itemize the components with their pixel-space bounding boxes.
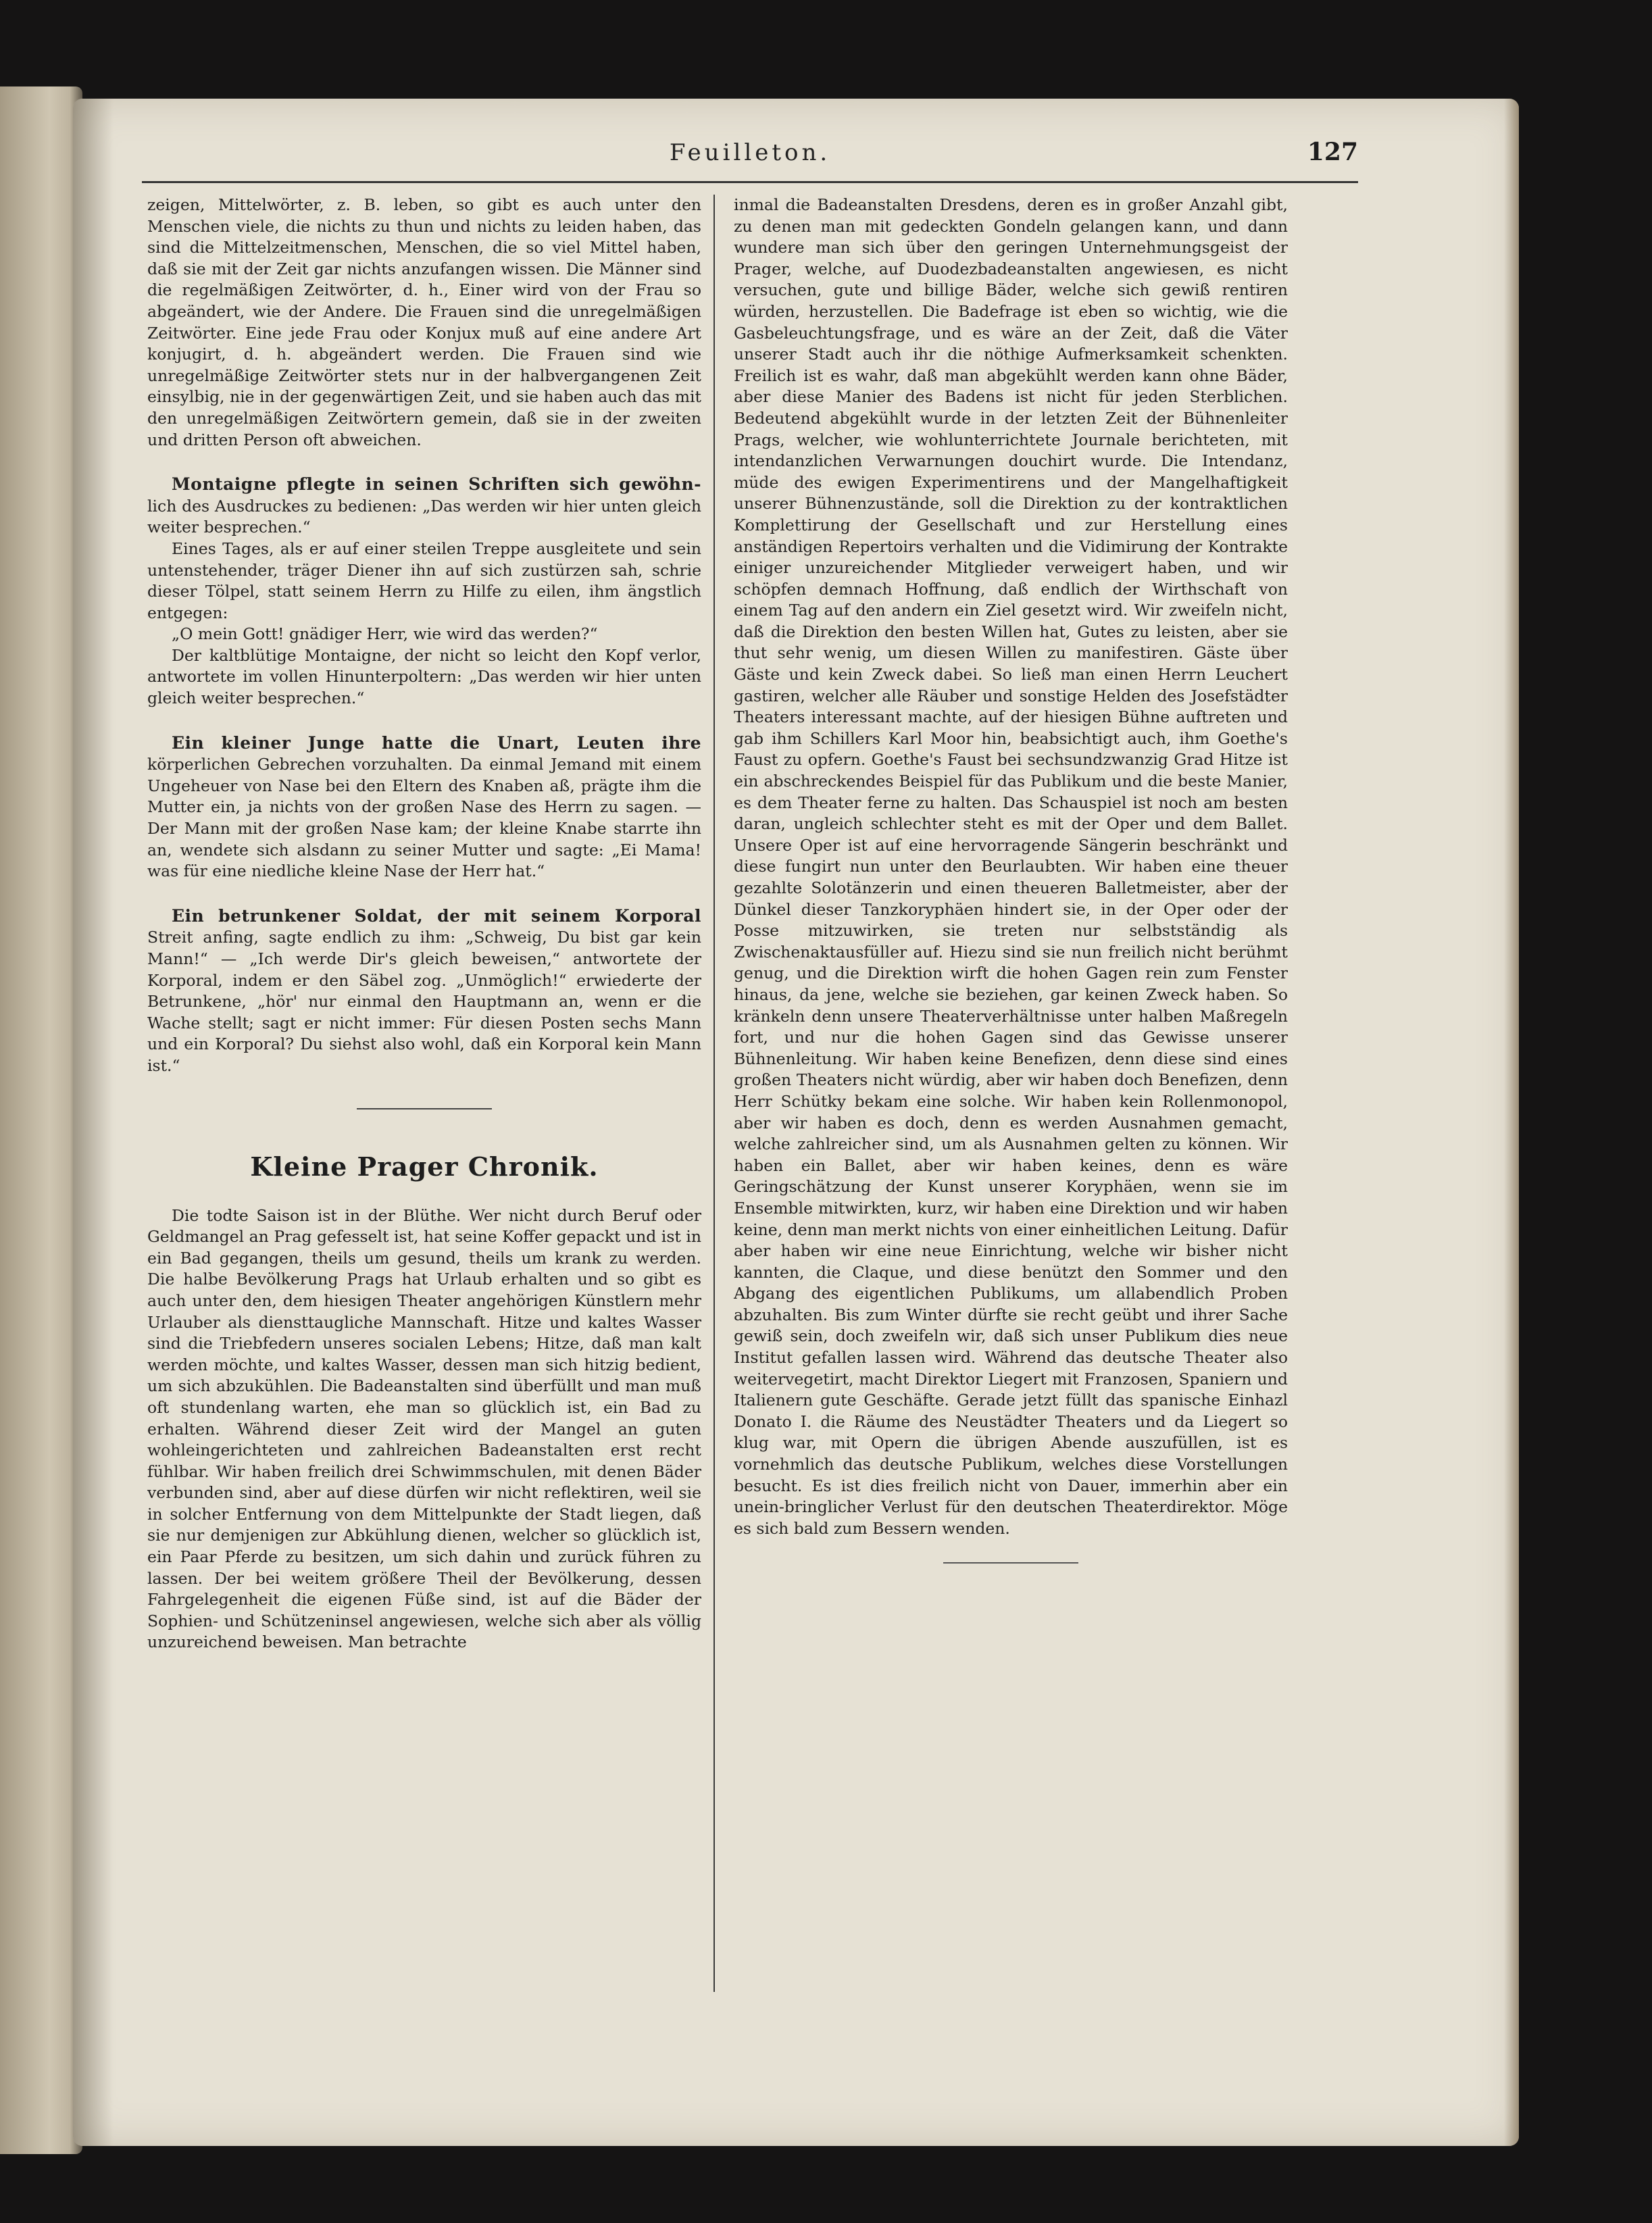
anecdote-paragraph: Eines Tages, als er auf einer steilen Treppe ausgleitete und sein untenstehender, träger Diener ihn auf sich zustürzen sah, schrie dieser Tölpel, statt seinem Herrn zu Hilfe zu eilen, ihm ängstlich entgegen: xyxy=(147,539,701,622)
anecdote-text: körperlichen Gebrechen vorzuhalten. Da einmal Jemand mit einem Ungeheuer von Nase bei den Eltern des Knaben aß, prägte ihm die Mutter ein, ja nichts von der großen Nase des Herrn zu sagen. — Der Mann mit der großen Nase kam; der kleine Knabe starrte ihn an, wendete sich alsdann zu seiner Mutter und sagte: „Ei Mama! was für eine niedliche kleine Nase der Herr hat.“ xyxy=(147,755,701,881)
anecdote-lead: Ein kleiner Junge hatte die Unart, Leuten ihre xyxy=(172,732,701,753)
right-column xyxy=(734,195,1288,1564)
anecdote-junge xyxy=(147,732,701,882)
anecdote-paragraph: Der kaltblütige Montaigne, der nicht so leicht den Kopf verlor, antwortete im vollen Hinunterpoltern: „Das werden wir hier unten gleich weiter besprechen.“ xyxy=(147,645,701,708)
anecdote-paragraph: „O mein Gott! gnädiger Herr, wie wird das werden?“ xyxy=(172,624,598,644)
end-divider xyxy=(943,1562,1078,1564)
anecdote-text: lich des Ausdruckes zu bedienen: „Das werden wir hier unten gleich weiter besprechen.“ xyxy=(147,496,701,537)
anecdote-lead: Ein betrunkener Soldat, der mit seinem Korporal xyxy=(172,905,701,926)
column-divider xyxy=(714,195,715,1992)
running-head-title: Feuilleton. xyxy=(669,139,831,166)
anecdote-soldat xyxy=(147,905,701,1077)
header-rule xyxy=(142,181,1358,183)
page-edge-shadow xyxy=(1504,99,1519,2146)
facing-page-edge xyxy=(0,86,82,2154)
section-divider xyxy=(357,1108,492,1109)
chronicle-paragraph: Die todte Saison ist in der Blüthe. Wer nicht durch Beruf oder Geldmangel an Prag gefesselt ist, hat seine Koffer gepackt und ist in ein Bad gegangen, theils um gesund, theils um krank zu werden. Die halbe Bevölkerung Prags hat Urlaub erhalten und so gibt es auch unter den, dem hiesigen Theater angehörigen Künstlern mehr Urlauber als diensttaugliche Mannschaft. Hitze und kaltes Wasser sind die Triebfedern unseres socialen Lebens; Hitze, daß man kalt werden möchte, und kaltes Wasser, dessen man sich hitzig bedient, um sich abzukühlen. Die Badeanstalten sind überfüllt und man muß oft stundenlang warten, ehe man so glücklich ist, ein Bad zu erhalten. Während dieser Zeit wird der Mangel an guten wohleingerichteten und zahlreichen Badeanstalten erst recht fühlbar. Wir haben freilich drei Schwimmschulen, mit denen Bäder verbunden sind, aber auf diese dürfen wir nicht reflektiren, weil sie in solcher Entfernung von dem Mittelpunkte der Stadt liegen, daß sie nur demjenigen zur Abkühlung dienen, welcher so glücklich ist, ein Paar Pferde zu besitzen, um sich dahin und zurück führen zu lassen. Der bei weitem größere Theil der Bevölkerung, dessen Fahrgelegenheit die eigenen Füße sind, ist auf die Bäder der Sophien- und Schützeninsel angewiesen, welche sich aber als völlig unzureichend beweisen. Man betrachte xyxy=(147,1205,701,1652)
chronicle-heading: Kleine Prager Chronik. xyxy=(250,1151,599,1182)
chronicle-continuation: inmal die Badeanstalten Dresdens, deren es in großer Anzahl gibt, zu denen man mit gedeckten Gondeln gelangen kann, und dann wundere man sich über den geringen Unternehmungsgeist der Prager, welche, auf Duodezbadeanstalten angewiesen, es nicht versuchen, gute und billige Bäder, welche sich gewiß rentiren würden, herzustellen. Die Badefrage ist eben so wichtig, wie die Gasbeleuchtungsfrage, und es wäre an der Zeit, daß die Väter unserer Stadt auch ihr die nöthige Aufmerksamkeit schenkten. Freilich ist es wahr, daß man abgekühlt werden kann ohne Bäder, aber diese Manier des Badens ist nicht für jeden Sterblichen. Bedeutend abgekühlt wurde in der letzten Zeit der Bühnenleiter Prags, welcher, wie wohlunterrichtete Journale berichteten, mit intendanzlichen Verwarnungen douchirt wurde. Die Intendanz, müde des ewigen Experimentirens und der Mangelhaftigkeit unserer Bühnenzustände, soll die Direktion zu der kontraktlichen Komplettirung der Gesellschaft und zur Herstellung eines anständigen Repertoirs verhalten und die Vidimirung der Kontrakte einiger unzureichender Mitglieder verweigert haben, und wir schöpfen demnach Hoffnung, daß endlich der Wirthschaft von einem Tag auf den andern ein Ziel gesetzt wird. Wir zweifeln nicht, daß die Direktion den besten Willen hat, Gutes zu leisten, aber sie thut sehr wenig, um diesen Willen zu manifestiren. Gäste über Gäste und kein Zweck dabei. So ließ man einen Herrn Leuchert gastiren, welcher alle Räuber und sonstige Helden des Josefstädter Theaters interessant machte, auf der hiesigen Bühne auftreten und gab ihm Schillers Karl Moor hin, beabsichtigt auch, ihm Goethe's Faust zu opfern. Goethe's Faust bei sechsundzwanzig Grad Hitze ist ein abschreckendes Beispiel für das Publikum und die beste Manier, es dem Theater ferne zu halten. Das Schauspiel ist noch am besten daran, ungleich schlechter steht es mit der Oper und dem Ballet. Unsere Oper ist auf eine hervorragende Sängerin beschränkt und diese fungirt nun unter den Beurlaubten. Wir haben eine theuer gezahlte Solotänzerin und einen theueren Balletmeister, aber der Dünkel dieser Tanzkoryphäen hindert sie, in der Oper oder der Posse mitzuwirken, sie treten nur selbstständig als Zwischenaktausfüller auf. Hiezu sind sie nun freilich nicht berühmt genug, und die Direktion wirft die hohen Gagen rein zum Fenster hinaus, da jene, welche sie beziehen, gar keinen Zweck haben. So kränkeln denn unsere Theaterverhältnisse unter halben Maßregeln fort, und nur die hohen Gagen sind das Gewisse unserer Bühnenleitung. Wir haben keine Benefizen, denn diese sind eines großen Theaters nicht würdig, aber wir haben doch Benefizen, denn Herr Schütky bekam eine solche. Wir haben kein Rollenmonopol, aber wir haben es doch, denn es werden Ausnahmen gemacht, welche zahlreicher sind, um als Ausnahmen gelten zu können. Wir haben ein Ballet, aber wir haben keines, denn es wäre Geringschätzung der Kunst unserer Koryphäen, wenn sie im Ensemble mitwirkten, kurz, wir haben eine Direktion und wir haben keine, denn man merkt nichts von einer einheitlichen Leitung. Dafür aber haben wir eine neue Einrichtung, welche wir bisher nicht kannten, die Claque, und diese benützt den Sommer und den Abgang des eigentlichen Publikums, um allabendlich Proben abzuhalten. Bis zum Winter dürfte sie recht geübt und ihrer Sache gewiß sein, doch zweifeln wir, daß sich unser Publikum dies neue Institut gefallen lassen wird. Während das deutsche Theater also weitervegetirt, macht Direktor Liegert mit Franzosen, Spaniern und Italienern gute Geschäfte. Gerade jetzt füllt das spanische Einhazl Donato I. die Räume des Neustädter Theaters und da Liegert so klug war, mit Opern die übrigen Abende auszufüllen, ist es vornehmlich das deutsche Publikum, welches diese Vorstellungen besucht. Es ist dies freilich nicht von Dauer, immerhin aber ein unein-bringlicher Verlust für den deutschen Theaterdirektor. Möge es sich bald zum Bessern wenden. xyxy=(734,195,1288,1538)
page-header xyxy=(142,139,1358,180)
left-column xyxy=(147,195,701,1653)
anecdote-text: Streit anfing, sagte endlich zu ihm: „Schweig, Du bist gar kein Mann!“ — „Ich werde Dir's gleich beweisen,“ antwortete der Korporal, indem er den Säbel zog. „Unmöglich!“ erwiederte der Betrunkene, „hör' nur einmal den Hauptmann an, wenn er die Wache stellt; sagt er nicht immer: Für diesen Posten sechs Mann und ein Korporal? Du siehst also wohl, daß ein Korporal kein Mann ist.“ xyxy=(147,928,701,1075)
anecdote-lead: Montaigne pflegte in seinen Schriften sich gewöhn- xyxy=(172,474,701,495)
anecdote-montaigne xyxy=(147,474,701,539)
page-number: 127 xyxy=(1307,138,1358,166)
spine-shadow xyxy=(73,99,114,2146)
intro-paragraph: zeigen, Mittelwörter, z. B. leben, so gibt es auch unter den Menschen viele, die nichts zu thun und nichts zu leiden haben, das sind die Mittelzeitmenschen, Menschen, die so viel Mittel haben, daß sie mit der Zeit gar nichts anzufangen wissen. Die Männer sind die regelmäßigen Zeitwörter, d. h., Einer wird von der Frau so abgeändert, wie der Andere. Die Frauen sind die unregelmäßigen Zeitwörter. Eine jede Frau oder Konjux muß auf eine andere Art konjugirt, d. h. abgeändert werden. Die Frauen sind wie unregelmäßige Zeitwörter stets nur in der halbvergangenen Zeit einsylbig, nie in der gegenwärtigen Zeit, und sie haben auch das mit den unregelmäßigen Zeitwörtern gemein, daß sie in der zweiten und dritten Person oft abweichen. xyxy=(147,195,701,449)
